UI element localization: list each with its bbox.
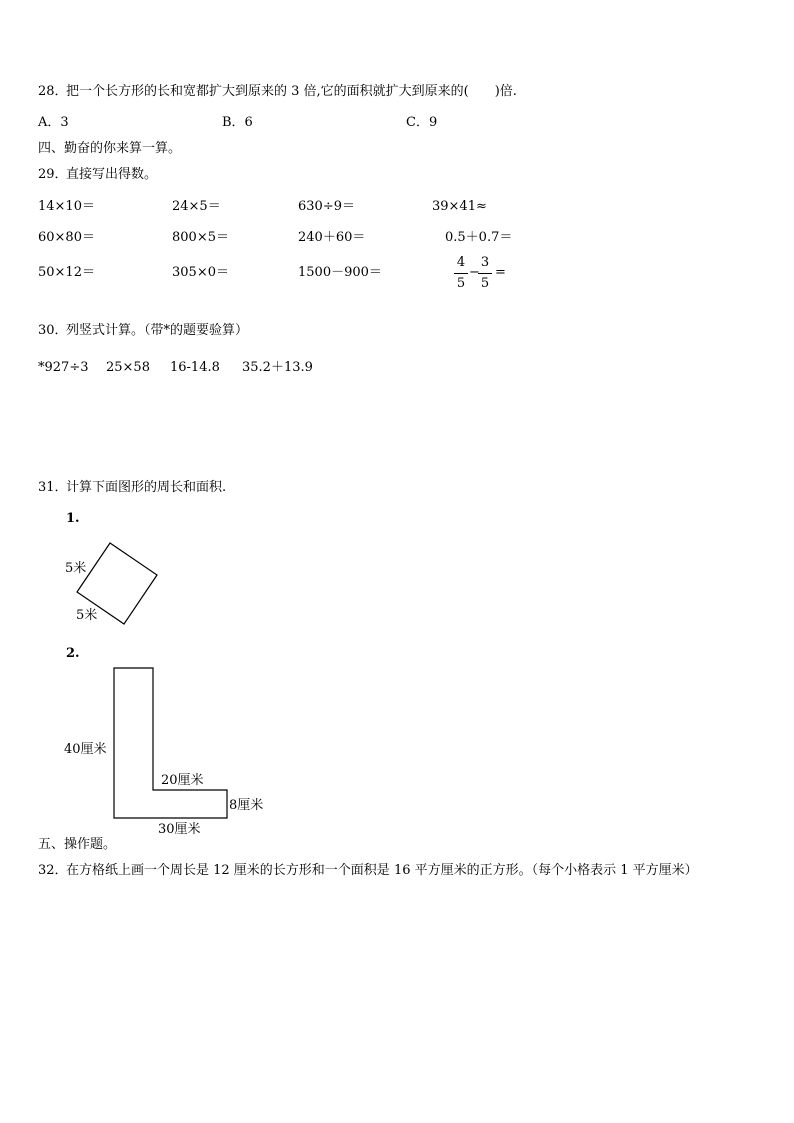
q31-number: 31． xyxy=(38,480,68,495)
q29-expression: 50×12＝ xyxy=(38,265,95,280)
q29-expression: 630÷9＝ xyxy=(298,199,355,214)
figure-2-label: 2. xyxy=(66,646,80,661)
section-4-title: 四、勤奋的你来算一算。 xyxy=(38,141,182,156)
fraction-minus: − xyxy=(469,265,480,280)
fraction-numerator: 4 xyxy=(456,255,466,270)
q29-expression: 305×0＝ xyxy=(172,265,229,280)
q28-option-c: C．9 xyxy=(406,115,438,130)
q30-number: 30． xyxy=(38,323,68,338)
l-shape-bottom-label: 30厘米 xyxy=(158,822,201,837)
l-shape-figure xyxy=(60,662,280,840)
l-shape-inner-label: 20厘米 xyxy=(161,773,204,788)
q29-expression: 14×10＝ xyxy=(38,199,95,214)
q29-number: 29． xyxy=(38,167,68,182)
tilted-square-figure xyxy=(60,535,170,635)
q29-expression: 60×80＝ xyxy=(38,230,95,245)
q30-item: *927÷3 xyxy=(38,360,89,375)
l-shape-height-label: 40厘米 xyxy=(64,742,107,757)
section-5-title: 五、操作题。 xyxy=(38,837,117,852)
q29-expression: 0.5＋0.7＝ xyxy=(445,230,513,245)
l-shape-right-label: 8厘米 xyxy=(229,798,264,813)
q32-text: 在方格纸上画一个周长是 12 厘米的长方形和一个面积是 16 平方厘米的正方形。（每个小格表示 1 平方厘米） xyxy=(66,863,698,878)
fraction-denominator: 5 xyxy=(456,276,466,291)
q29-expression: 240＋60＝ xyxy=(298,230,366,245)
fraction-four-fifths xyxy=(454,255,468,292)
q30-item: 25×58 xyxy=(106,360,150,375)
q30-prompt: 列竖式计算。（带*的题要验算） xyxy=(66,323,249,338)
square-side-label-bottom: 5米 xyxy=(76,608,98,623)
q29-expression: 800×5＝ xyxy=(172,230,229,245)
q29-prompt: 直接写出得数。 xyxy=(66,167,158,182)
q28-number: 28． xyxy=(38,84,68,99)
q29-expression: 1500－900＝ xyxy=(298,265,382,280)
square-side-label-left: 5米 xyxy=(65,561,87,576)
q29-expression: 39×41≈ xyxy=(432,199,487,214)
fraction-equals: = xyxy=(495,265,506,280)
fraction-numerator: 3 xyxy=(480,255,490,270)
q32-number: 32． xyxy=(38,863,68,878)
q29-expression: 24×5＝ xyxy=(172,199,221,214)
q31-prompt: 计算下面图形的周长和面积. xyxy=(66,480,227,495)
fraction-three-fifths xyxy=(478,255,492,292)
fraction-denominator: 5 xyxy=(480,276,490,291)
q28-option-a: A．3 xyxy=(38,115,69,130)
q28-option-b: B．6 xyxy=(222,115,253,130)
figure-1-label: 1. xyxy=(66,511,80,526)
q30-item: 35.2＋13.9 xyxy=(242,360,313,375)
q28-text: 把一个长方形的长和宽都扩大到原来的 3 倍,它的面积就扩大到原来的( )倍. xyxy=(66,84,517,99)
q30-item: 16-14.8 xyxy=(170,360,220,375)
